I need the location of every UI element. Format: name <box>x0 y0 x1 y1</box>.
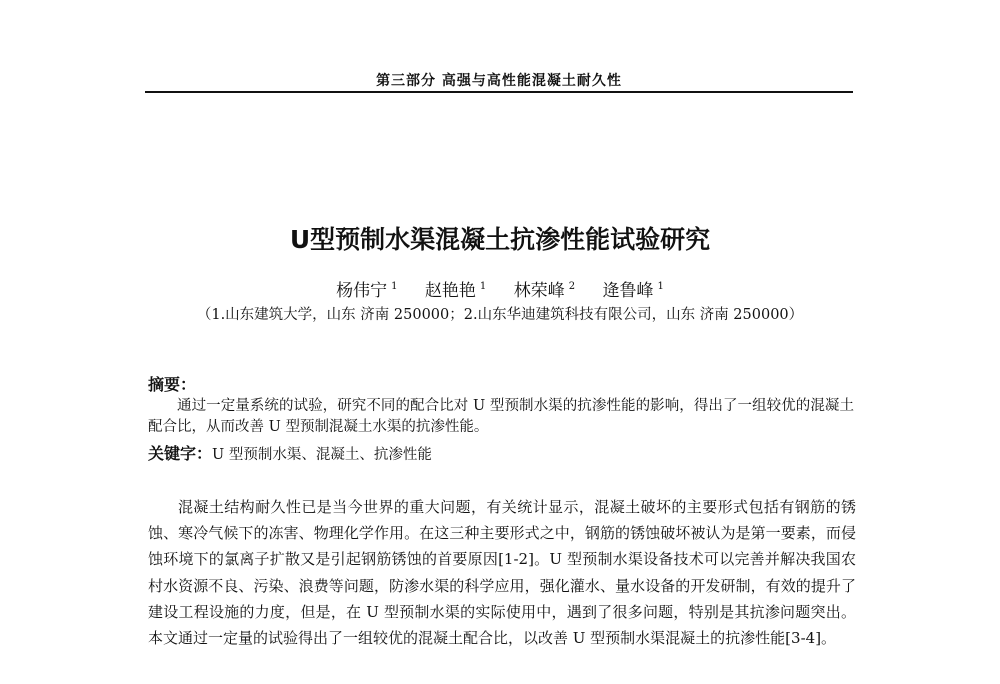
keywords-label: 关键字： <box>148 444 213 463</box>
author <box>602 281 663 301</box>
author-list <box>100 276 900 301</box>
author <box>425 281 486 301</box>
keywords-text: U 型预制水渠、混凝土、抗渗性能 <box>212 447 432 463</box>
author-name: 赵艳艳 <box>424 281 476 301</box>
header-rule <box>145 91 853 93</box>
paper-title: U型预制水渠混凝土抗渗性能试验研究 <box>289 225 711 254</box>
abstract-label: 摘要： <box>148 375 197 394</box>
author <box>336 281 397 301</box>
author-name: 林荣峰 <box>513 281 565 301</box>
author-affil-mark: 1 <box>657 281 664 292</box>
author-name: 杨伟宁 <box>336 281 388 301</box>
author-affil-mark: 1 <box>479 281 487 292</box>
affiliations: （1.山东建筑大学，山东 济南 250000；2.山东华迪建筑科技有限公司，山东 济南 250000） <box>196 307 804 323</box>
author <box>514 281 575 301</box>
author-name: 逄鲁峰 <box>602 281 654 301</box>
author-affil-mark: 2 <box>568 281 576 292</box>
running-header: 第三部分 高强与高性能混凝土耐久性 <box>376 73 622 89</box>
abstract-text: 通过一定量系统的试验，研究不同的配合比对 U 型预制水渠的抗渗性能的影响，得出了一组较优的混凝土配合比，从而改善 U 型预制混凝土水渠的抗渗性能。 <box>148 398 854 435</box>
body-paragraph: 混凝土结构耐久性已是当今世界的重大问题，有关统计显示，混凝土破坏的主要形式包括有钢筋的锈蚀、寒冷气候下的冻害、物理化学作用。在这三种主要形式之中，钢筋的锈蚀破坏被认为是第一要素，而侵蚀环境下的氯离子扩散又是引起钢筋锈蚀的首要原因[1-2]。U 型预制水渠设备技术可以完善并解决我国农村水资源不良、污染、浪费等问题，防渗水渠的科学应用，强化灌水、量水设备的开发研制，有效的提升了建设工程设施的力度，但是，在 U 型预制水渠的实际使用中，遇到了很多问题，特别是其抗渗问题突出。本文通过一定量的试验得出了一组较优的混凝土配合比，以改善 U 型预制水渠混凝土的抗渗性能[3-4]。 <box>148 498 856 648</box>
keywords-line <box>148 441 854 464</box>
author-affil-mark: 1 <box>391 281 398 292</box>
